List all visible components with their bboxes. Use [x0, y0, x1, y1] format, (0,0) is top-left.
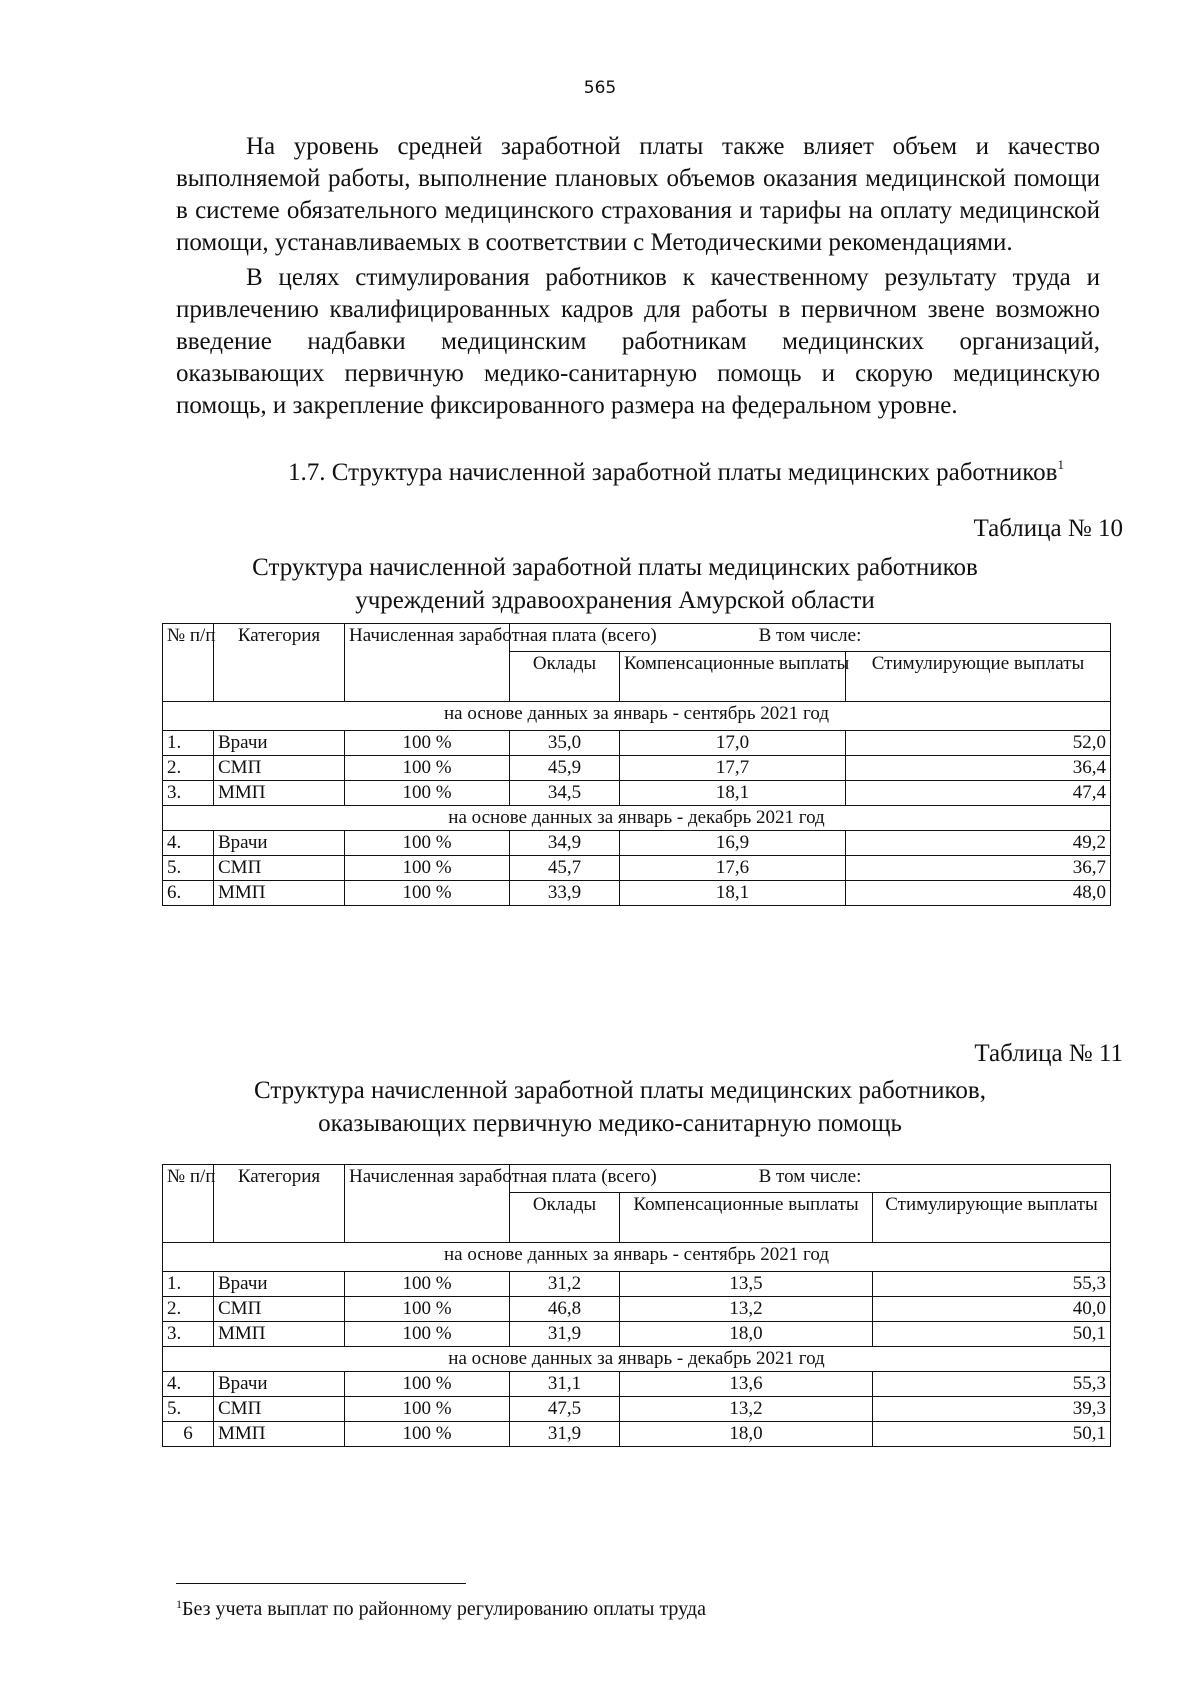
table-row: [163, 1297, 1111, 1322]
period-row: на основе данных за январь - декабрь 2021 год: [163, 1347, 1111, 1372]
row-compensation: 13,5: [620, 1272, 873, 1297]
row-number: 2.: [163, 1297, 214, 1322]
row-total: 100 %: [345, 1272, 510, 1297]
table-10: [162, 623, 1111, 906]
row-compensation: 17,0: [620, 731, 846, 756]
header-including: В том числе:: [510, 624, 1111, 652]
table-11: [162, 1164, 1111, 1447]
header-salaries: Оклады: [510, 652, 620, 702]
paragraph-stimulation: В целях стимулирования работников к качественному результату труда и привлечению квалифицированных кадров для работы в первичном звене возможно введение надбавки медицинским работникам медицинских организаций, оказывающих первичную медико-санитарную помощь и скорую медицинскую помощь, и закрепление фиксированного размера на федеральном уровне.: [176, 264, 1100, 419]
table-row: [163, 881, 1111, 906]
table-row: [163, 731, 1111, 756]
row-number: 2.: [163, 756, 214, 781]
row-total: 100 %: [345, 1422, 510, 1447]
row-salaries: 35,0: [510, 731, 620, 756]
table-row: [163, 756, 1111, 781]
row-number: 1.: [163, 731, 214, 756]
row-compensation: 17,6: [620, 856, 846, 881]
row-salaries: 31,9: [510, 1422, 620, 1447]
period-row: на основе данных за январь - сентябрь 2021 год: [163, 702, 1111, 731]
table-row: [163, 1322, 1111, 1347]
row-stimulating: 49,2: [846, 831, 1111, 856]
row-salaries: 34,9: [510, 831, 620, 856]
row-category: ММП: [214, 1422, 345, 1447]
section-heading-text: 1.7. Структура начисленной заработной платы медицинских работников: [288, 459, 1058, 486]
table-row: [163, 831, 1111, 856]
row-stimulating: 50,1: [873, 1322, 1111, 1347]
table-10-title: [0, 551, 1200, 617]
row-category: Врачи: [214, 731, 345, 756]
header-including: В том числе:: [510, 1165, 1111, 1193]
footnote-text: Без учета выплат по районному регулированию оплаты труда: [182, 1598, 706, 1620]
row-stimulating: 36,7: [846, 856, 1111, 881]
row-compensation: 17,7: [620, 756, 846, 781]
paragraph-salary-factors: На уровень средней заработной платы также влияет объем и качество выполняемой работы, выполнение плановых объемов оказания медицинской помощи в системе обязательного медицинского страхования и тарифы на оплату медицинской помощи, устанавливаемых в соответствии с Методическими рекомендациями.: [176, 133, 1100, 256]
row-total: 100 %: [345, 731, 510, 756]
table-10-label: Таблица № 10: [973, 515, 1123, 542]
period-row: на основе данных за январь - декабрь 2021 год: [163, 806, 1111, 831]
row-compensation: 13,2: [620, 1297, 873, 1322]
header-total-salary: Начисленная заработная плата (всего): [345, 1165, 510, 1243]
table-row: [163, 1372, 1111, 1397]
row-compensation: 18,0: [620, 1322, 873, 1347]
header-salaries: Оклады: [510, 1193, 620, 1243]
row-total: 100 %: [345, 1322, 510, 1347]
row-total: 100 %: [345, 856, 510, 881]
footnote-reference: 1: [1057, 457, 1064, 472]
row-category: Врачи: [214, 1272, 345, 1297]
row-total: 100 %: [345, 1397, 510, 1422]
row-category: ММП: [214, 1322, 345, 1347]
page-number: 565: [583, 78, 617, 98]
row-number: 3.: [163, 1322, 214, 1347]
row-total: 100 %: [345, 881, 510, 906]
header-total-salary: Начисленная заработная плата (всего): [345, 624, 510, 702]
row-number: 4.: [163, 1372, 214, 1397]
row-number: 3.: [163, 781, 214, 806]
footnote-marker: 1: [176, 1597, 182, 1611]
row-total: 100 %: [345, 831, 510, 856]
table-10-title-line-1: Структура начисленной заработной платы медицинских работников: [252, 554, 978, 581]
section-heading: [288, 457, 1064, 487]
row-compensation: 13,2: [620, 1397, 873, 1422]
row-total: 100 %: [345, 781, 510, 806]
row-number: 4.: [163, 831, 214, 856]
table-11-title-line-2: оказывающих первичную медико-санитарную помощь: [318, 1110, 902, 1137]
row-salaries: 31,9: [510, 1322, 620, 1347]
table-10-title-line-2: учреждений здравоохранения Амурской области: [355, 587, 875, 614]
table-11-title-line-1: Структура начисленной заработной платы медицинских работников,: [254, 1077, 986, 1104]
row-stimulating: 55,3: [873, 1372, 1111, 1397]
table-row: [163, 856, 1111, 881]
row-number: 5.: [163, 856, 214, 881]
row-category: ММП: [214, 881, 345, 906]
header-stimulating: Стимулирующие выплаты: [873, 1193, 1111, 1243]
header-category: Категория: [214, 624, 345, 702]
row-category: СМП: [214, 1297, 345, 1322]
row-stimulating: 48,0: [846, 881, 1111, 906]
row-salaries: 31,2: [510, 1272, 620, 1297]
header-compensation: Компенсационные выплаты: [620, 652, 846, 702]
row-compensation: 16,9: [620, 831, 846, 856]
table-11-label: Таблица № 11: [974, 1040, 1123, 1067]
table-11-title: [0, 1074, 1200, 1140]
row-category: Врачи: [214, 1372, 345, 1397]
row-stimulating: 55,3: [873, 1272, 1111, 1297]
table-row: [163, 1397, 1111, 1422]
row-salaries: 46,8: [510, 1297, 620, 1322]
table-row: [163, 781, 1111, 806]
footnote-divider: [176, 1583, 466, 1584]
row-total: 100 %: [345, 756, 510, 781]
row-number: 6.: [163, 881, 214, 906]
period-row: на основе данных за январь - сентябрь 2021 год: [163, 1243, 1111, 1272]
row-stimulating: 50,1: [873, 1422, 1111, 1447]
row-category: Врачи: [214, 831, 345, 856]
row-compensation: 13,6: [620, 1372, 873, 1397]
row-stimulating: 39,3: [873, 1397, 1111, 1422]
row-compensation: 18,1: [620, 881, 846, 906]
row-category: СМП: [214, 756, 345, 781]
row-stimulating: 36,4: [846, 756, 1111, 781]
row-category: СМП: [214, 856, 345, 881]
row-stimulating: 47,4: [846, 781, 1111, 806]
row-salaries: 45,7: [510, 856, 620, 881]
row-salaries: 45,9: [510, 756, 620, 781]
row-salaries: 31,1: [510, 1372, 620, 1397]
row-stimulating: 52,0: [846, 731, 1111, 756]
row-salaries: 34,5: [510, 781, 620, 806]
header-category: Категория: [214, 1165, 345, 1243]
row-number: 5.: [163, 1397, 214, 1422]
footnote: [176, 1597, 706, 1621]
table-row: [163, 1272, 1111, 1297]
row-number: 1.: [163, 1272, 214, 1297]
header-number: № п/п: [163, 624, 214, 702]
header-compensation: Компенсационные выплаты: [620, 1193, 873, 1243]
row-salaries: 47,5: [510, 1397, 620, 1422]
row-total: 100 %: [345, 1297, 510, 1322]
row-number: 6: [163, 1422, 214, 1447]
table-row: [163, 1422, 1111, 1447]
header-stimulating: Стимулирующие выплаты: [846, 652, 1111, 702]
row-compensation: 18,0: [620, 1422, 873, 1447]
header-number: № п/п: [163, 1165, 214, 1243]
row-salaries: 33,9: [510, 881, 620, 906]
row-compensation: 18,1: [620, 781, 846, 806]
row-category: СМП: [214, 1397, 345, 1422]
row-stimulating: 40,0: [873, 1297, 1111, 1322]
row-total: 100 %: [345, 1372, 510, 1397]
row-category: ММП: [214, 781, 345, 806]
